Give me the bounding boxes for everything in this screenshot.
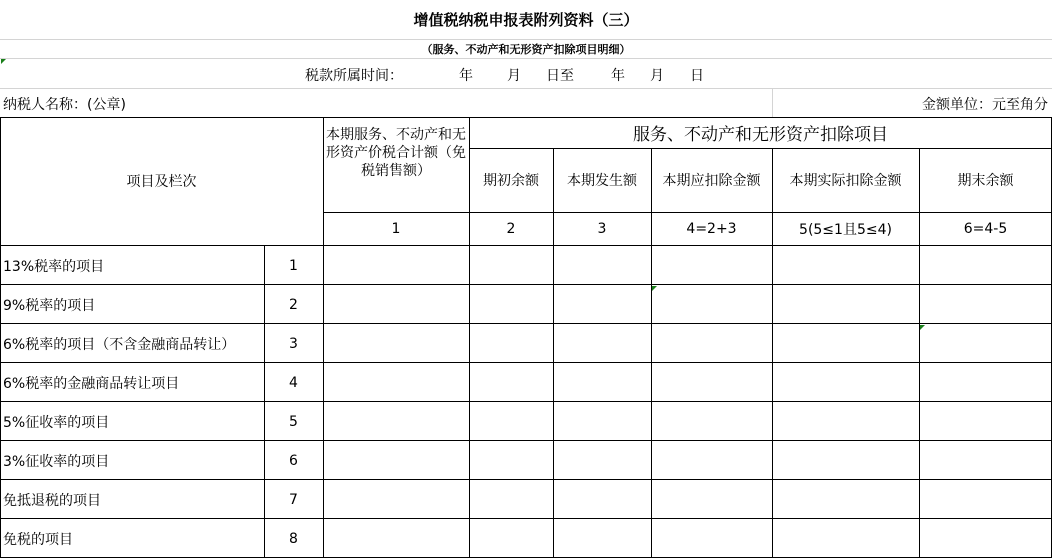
period-day-to: 日至 bbox=[546, 68, 574, 84]
col-number-2: 2 bbox=[506, 220, 516, 237]
col-number-5: 5(5≤1且5≤4) bbox=[799, 221, 892, 238]
row-number: 8 bbox=[289, 530, 298, 547]
col-number-4: 4=2+3 bbox=[686, 220, 737, 237]
row-label: 免税的项目 bbox=[3, 531, 73, 548]
item-header: 项目及栏次 bbox=[126, 174, 197, 190]
row-number: 4 bbox=[289, 374, 298, 391]
cell-comment-marker bbox=[652, 286, 657, 291]
amount-unit-label: 金额单位：元至角分 bbox=[922, 97, 1048, 113]
row-label: 6%税率的金融商品转让项目 bbox=[3, 375, 180, 392]
row-label: 3%征收率的项目 bbox=[3, 453, 110, 470]
cell-comment-marker bbox=[1, 59, 6, 64]
col-header-deductible: 本期应扣除金额 bbox=[662, 173, 761, 189]
col-number-1: 1 bbox=[391, 220, 401, 237]
form-subtitle: （服务、不动产和无形资产扣除项目明细） bbox=[421, 42, 631, 56]
period-year-start: 年 bbox=[459, 68, 473, 84]
row-number: 3 bbox=[289, 335, 298, 352]
row-label: 免抵退税的项目 bbox=[3, 492, 101, 509]
period-year-end: 年 bbox=[611, 68, 625, 84]
col-header-actual: 本期实际扣除金额 bbox=[789, 173, 902, 189]
col-header-opening: 期初余额 bbox=[483, 173, 539, 189]
row-number: 7 bbox=[289, 491, 298, 508]
row-number: 1 bbox=[289, 257, 298, 274]
tax-period-label: 税款所属时间： bbox=[305, 68, 403, 84]
row-number: 5 bbox=[289, 413, 298, 430]
row-number: 2 bbox=[289, 296, 298, 313]
period-month-start: 月 bbox=[507, 68, 521, 84]
col-header-closing: 期末余额 bbox=[957, 173, 1014, 189]
period-day-end: 日 bbox=[690, 68, 704, 84]
period-month-end: 月 bbox=[650, 68, 664, 84]
row-label: 13%税率的项目 bbox=[3, 258, 105, 275]
deduction-group-header: 服务、不动产和无形资产扣除项目 bbox=[633, 125, 888, 145]
row-label: 9%税率的项目 bbox=[3, 297, 96, 314]
row-label: 5%征收率的项目 bbox=[3, 414, 110, 431]
col-number-6: 6=4-5 bbox=[963, 220, 1008, 237]
form-title: 增值税纳税申报表附列资料（三） bbox=[413, 11, 639, 29]
taxpayer-name-label: 纳税人名称：(公章) bbox=[3, 97, 126, 113]
total-amount-header: 本期服务、不动产和无形资产价税合计额（免税销售额） bbox=[326, 127, 466, 179]
col-header-current: 本期发生额 bbox=[567, 173, 637, 189]
row-number: 6 bbox=[289, 452, 298, 469]
cell-comment-marker bbox=[920, 325, 925, 330]
row-label: 6%税率的项目（不含金融商品转让） bbox=[3, 336, 236, 353]
col-number-3: 3 bbox=[597, 220, 607, 237]
